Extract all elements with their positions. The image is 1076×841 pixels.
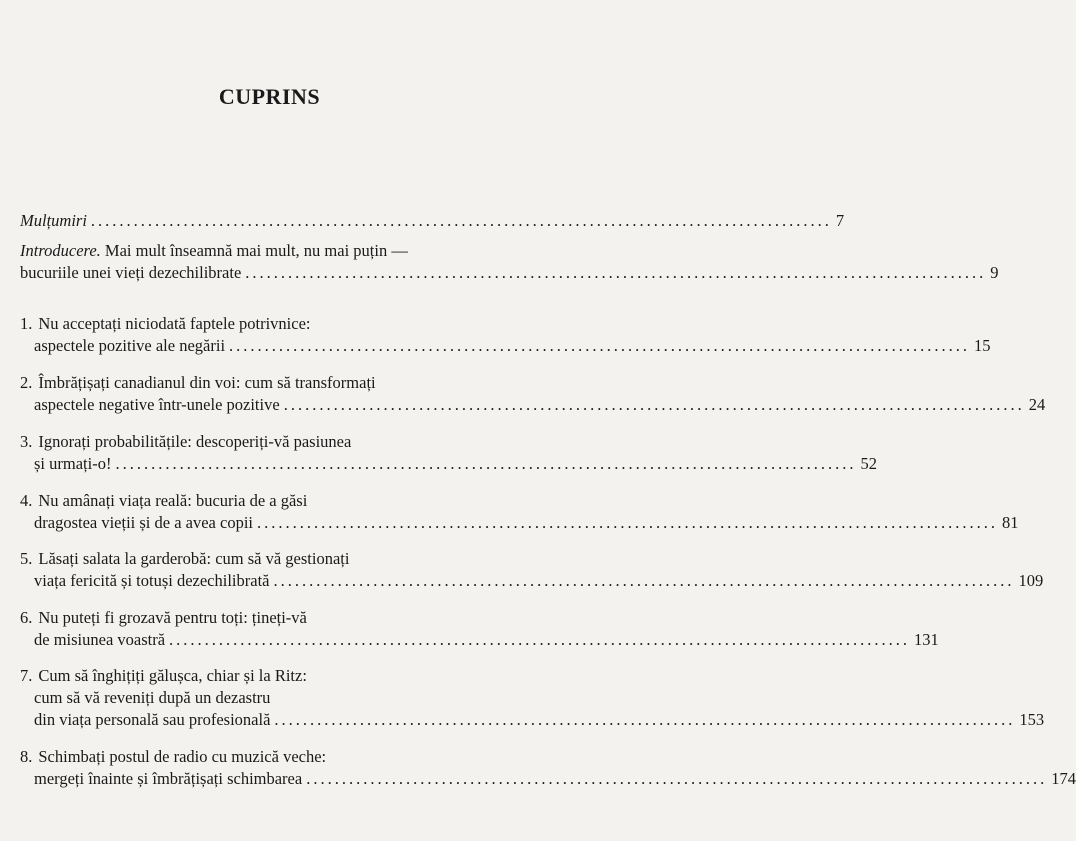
toc-entry-acknowledgements <box>20 210 845 232</box>
dot-leader: ........................................................................................................ <box>245 263 987 282</box>
page-title: CUPRINS <box>218 84 321 109</box>
toc-entry-chapter-3 <box>20 431 877 475</box>
entry-label-italic: Introducere. <box>20 241 101 260</box>
page-number: 81 <box>1002 513 1019 532</box>
page-number: 9 <box>990 263 999 282</box>
entry-line-1: Schimbați postul de radio cu muzică veche: <box>38 747 327 766</box>
chapter-number: 2. <box>20 373 33 392</box>
entry-line-1: Mai mult înseamnă mai mult, nu mai puțin — <box>104 241 408 260</box>
entry-line-1: Nu acceptați niciodată faptele potrivnice: <box>38 314 311 333</box>
chapter-number: 4. <box>20 491 33 510</box>
entry-line-2: mergeți înainte și îmbrățișați schimbarea <box>34 769 303 788</box>
chapter-number: 3. <box>20 432 33 451</box>
page-number: 15 <box>974 336 991 355</box>
entry-line-1: Cum să înghițiți gălușca, chiar și la Ritz: <box>38 666 307 685</box>
chapter-number: 5. <box>20 549 33 568</box>
page-number: 52 <box>860 454 877 473</box>
chapter-number: 8. <box>20 747 33 766</box>
entry-line-2: aspectele pozitive ale negării <box>34 336 226 355</box>
toc-entry-chapter-2 <box>20 372 1046 416</box>
toc-entry-chapter-7 <box>20 665 1045 731</box>
entry-line-1: Ignorați probabilitățile: descoperiți-vă pasiunea <box>38 432 352 451</box>
page-number: 24 <box>1028 395 1046 414</box>
toc-entry-chapter-8 <box>20 746 1076 790</box>
page-number: 109 <box>1018 571 1044 590</box>
page-number: 153 <box>1019 710 1045 729</box>
chapter-number: 1. <box>20 314 33 333</box>
entry-line-3: din viața personală sau profesională <box>34 710 271 729</box>
entry-line-2: bucuriile unei vieți dezechilibrate <box>20 263 242 282</box>
page-number: 174 <box>1051 769 1076 788</box>
entry-line-2: aspectele negative într-unele pozitive <box>34 395 280 414</box>
dot-leader: ........................................................................................................ <box>90 211 832 230</box>
entry-line-2: dragostea vieții și de a avea copii <box>34 513 253 532</box>
toc-entry-chapter-1 <box>20 313 991 357</box>
entry-line-2: de misiunea voastră <box>34 630 166 649</box>
dot-leader: ........................................................................................................ <box>229 336 971 355</box>
dot-leader: ........................................................................................................ <box>306 769 1048 788</box>
entry-line-1: Lăsați salata la garderobă: cum să vă gestionați <box>38 549 350 568</box>
toc-entry-chapter-6 <box>20 607 939 651</box>
chapter-number: 7. <box>20 666 33 685</box>
entry-label: Mulțumiri <box>20 211 87 230</box>
entry-line-1: Nu amânați viața reală: bucuria de a găsi <box>38 491 308 510</box>
entry-line-2: cum să vă reveniți după un dezastru <box>34 688 271 707</box>
dot-leader: ........................................................................................................ <box>283 395 1025 414</box>
chapter-number: 6. <box>20 608 33 627</box>
toc-entry-chapter-4 <box>20 490 1019 534</box>
dot-leader: ........................................................................................................ <box>257 513 998 532</box>
dot-leader: ........................................................................................................ <box>274 710 1016 729</box>
entry-line-2: și urmați-o! <box>34 454 112 473</box>
toc-entry-introduction <box>20 240 999 284</box>
dot-leader: ........................................................................................................ <box>273 571 1015 590</box>
page-number: 131 <box>914 630 939 649</box>
entry-line-2: viața fericită și totuși dezechilibrată <box>34 571 270 590</box>
entry-line-1: Îmbrățișați canadianul din voi: cum să transformați <box>38 373 376 392</box>
dot-leader: ........................................................................................................ <box>169 630 911 649</box>
dot-leader: ........................................................................................................ <box>115 454 857 473</box>
page-number: 7 <box>835 211 845 230</box>
entry-line-1: Nu puteți fi grozavă pentru toți: țineți-vă <box>38 608 307 627</box>
toc-entry-chapter-5 <box>20 548 1044 592</box>
